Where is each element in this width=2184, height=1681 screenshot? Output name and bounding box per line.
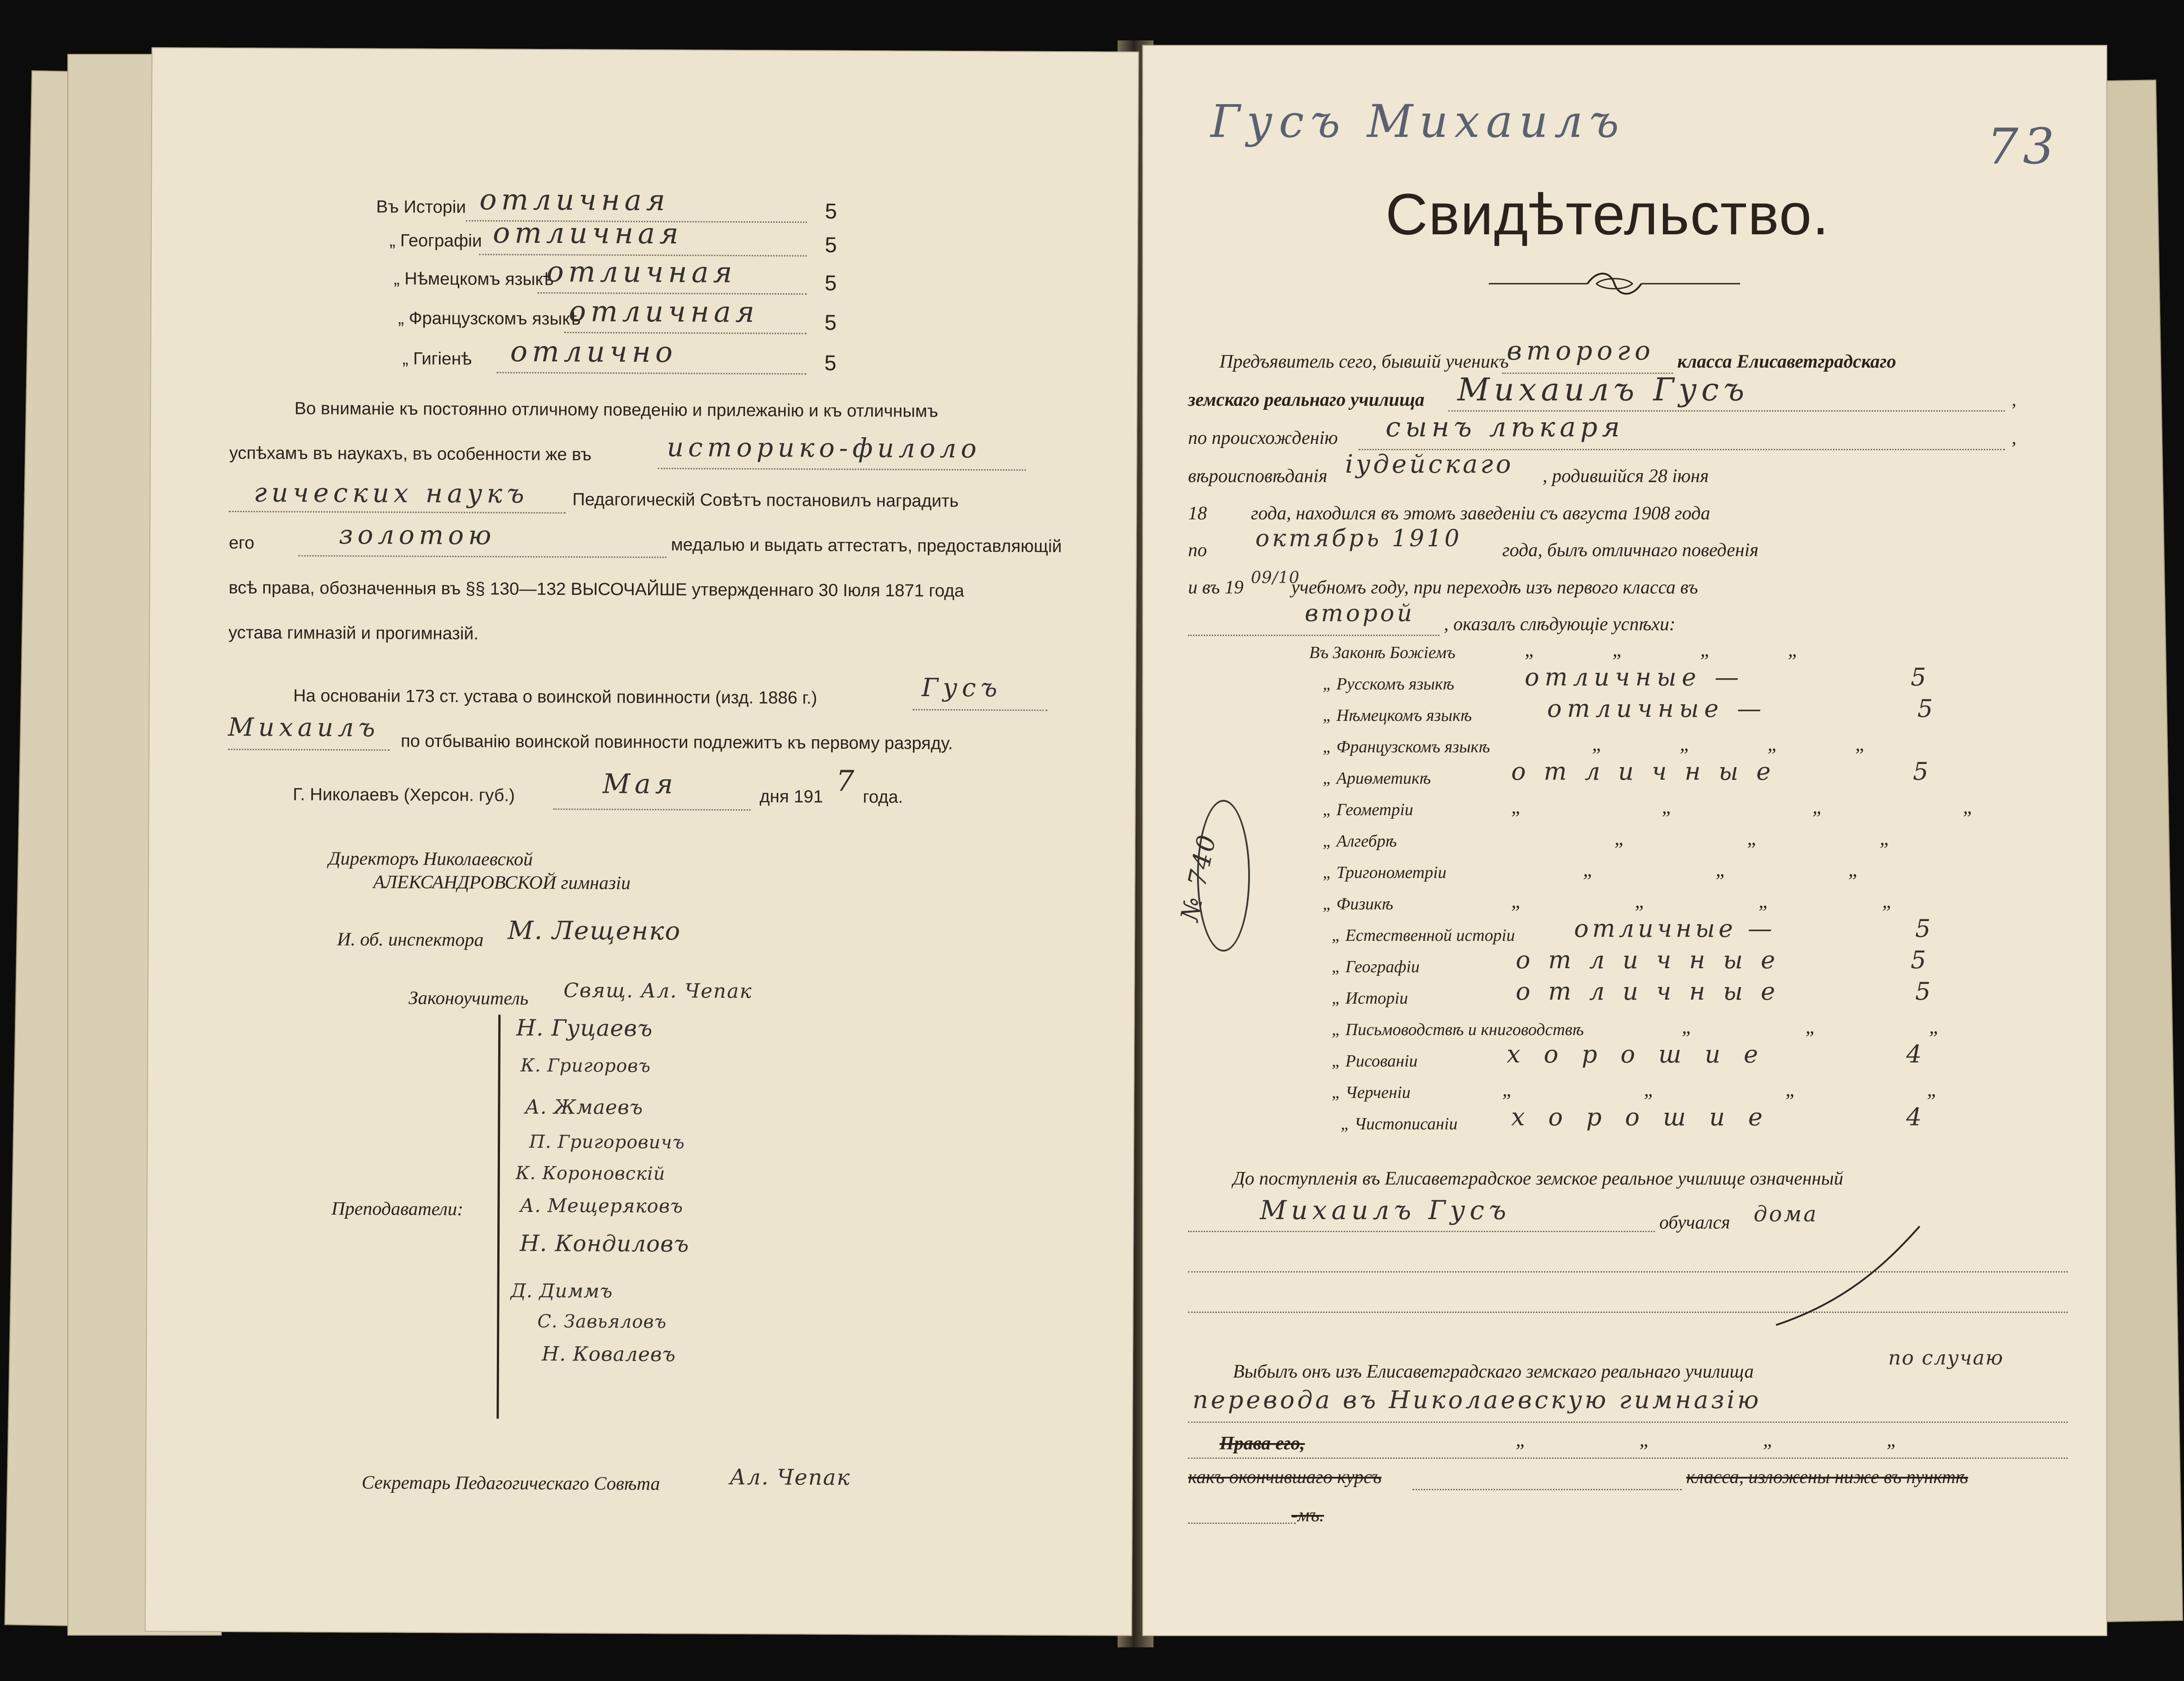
subject-mark: отличные	[1516, 977, 1793, 1005]
subject-name: „ Ариѳметикѣ	[1323, 769, 1431, 788]
director-line-1: Директоръ Николаевской	[328, 848, 533, 870]
body-line-post: класса Елисаветградскаго	[1677, 351, 1896, 372]
subject-name: „ Естественной исторіи	[1332, 926, 1515, 945]
subject-score: 4	[1906, 1040, 1926, 1068]
subject-name: „ Черченіи	[1332, 1083, 1411, 1102]
award-paragraph-line-2: успѣхамъ въ наукахъ, въ особенности же въ	[229, 443, 592, 465]
award-paragraph-line-1: Во вниманіе къ постоянно отличному поведенію и прилежанію и къ отличнымъ	[294, 399, 939, 421]
subject-score: 5	[1917, 694, 1938, 723]
before-admission-post: обучался	[1659, 1212, 1730, 1233]
subject-name: „ Тригонометріи	[1323, 863, 1447, 882]
handwritten-firstname: Михаилъ	[228, 712, 380, 743]
body-line-hand: второй	[1305, 600, 1415, 627]
subject-mark: отличные —	[1574, 914, 1776, 943]
award-paragraph-line-4: его	[228, 533, 254, 553]
body-line-hand: Михаилъ Гусъ	[1457, 371, 1749, 408]
award-paragraph-line-6: всѣ права, обозначенныя въ §§ 130—132 ВЫСОЧАЙШЕ утвержденнаго 30 Іюля 1871 года	[228, 578, 965, 601]
withdrawal-line-1: Выбылъ онъ изъ Елисаветградскаго земскаго реальнаго училища	[1233, 1361, 1754, 1382]
subject-mark: хорошие	[1511, 1103, 1786, 1131]
body-line-pre: Предъявитель сего, бывшій ученикъ	[1219, 351, 1509, 372]
subject-mark: отличные —	[1525, 663, 1745, 691]
body-line-post: учебномъ году, при переходѣ изъ первого класса въ	[1291, 577, 1698, 598]
secretary-signature: Ал. Чепак	[729, 1464, 851, 1491]
subject-name: „ Письмоводствѣ и книговодствѣ	[1332, 1020, 1584, 1039]
teachers-bracket	[496, 1015, 500, 1419]
subject-mark: хорошие	[1507, 1040, 1781, 1068]
handwritten-medal: золотою	[338, 519, 496, 551]
grade-subject: Въ Исторіи	[376, 197, 466, 217]
teacher-signature: К. Григоровъ	[520, 1055, 651, 1077]
teacher-signature: Н. Кондиловъ	[519, 1230, 689, 1257]
award-paragraph-line-5: медалью и выдать аттестатъ, предоставляющій	[671, 535, 1062, 557]
handwritten-month: Мая	[602, 768, 678, 800]
handwritten-sciences-1: историко-филоло	[667, 432, 981, 464]
body-line-hand: 09/10	[1251, 569, 1300, 587]
body-line-post: , оказалъ слѣдующіе успѣхи:	[1444, 614, 1675, 635]
cancel-stroke	[1772, 1222, 1924, 1330]
subject-mark: „ „ „ „	[1592, 733, 1902, 755]
teacher-signature: С. Завьяловъ	[537, 1311, 667, 1333]
body-line-pre: по происхожденію	[1188, 428, 1338, 448]
body-line-pre: земскаго реальнаго училища	[1188, 390, 1425, 410]
subject-mark: „ „ „	[1583, 859, 1918, 881]
course-label: какъ окончившаго курсъ	[1188, 1467, 1381, 1488]
grade-mark: отличная	[568, 295, 759, 329]
subject-mark: „ „ „	[1682, 1016, 1994, 1038]
course-post: класса, изложены ниже въ пунктѣ	[1686, 1467, 1968, 1488]
subject-mark: отличные	[1511, 757, 1789, 786]
grade-mark: отличная	[479, 183, 670, 218]
subject-score: 5	[1911, 663, 1931, 691]
body-line-pre: по	[1188, 540, 1207, 561]
lawteacher-signature: Свящ. Ал. Чепак	[563, 979, 753, 1003]
body-line-post: ,	[2012, 428, 2017, 448]
body-line-hand: октябрь 1910	[1255, 525, 1462, 552]
award-paragraph-line-3: Педагогическій Совѣтъ постановилъ наградить	[572, 490, 959, 511]
subject-score: 5	[1915, 914, 1935, 943]
body-line-post: года, былъ отличнаго поведенія	[1502, 540, 1759, 561]
handwritten-surname: Гусъ	[921, 673, 1002, 703]
teachers-label: Преподаватели:	[331, 1198, 464, 1220]
teacher-signature: А. Мещеряковъ	[520, 1194, 684, 1217]
body-line-hand: сынъ лѣкаря	[1386, 412, 1624, 443]
withdrawal-reason-2: перевода въ Николаевскую гимназію	[1193, 1386, 1762, 1414]
grade-score: 5	[824, 311, 837, 335]
body-line-pre: 18	[1188, 503, 1207, 524]
rights-marks: „ „ „ „	[1516, 1429, 1952, 1451]
body-line-pre: и въ 19	[1188, 577, 1244, 598]
before-admission-where: дома	[1754, 1202, 1818, 1227]
subject-mark: „ „ „ „	[1511, 796, 2041, 818]
grade-mark: отлично	[510, 335, 677, 369]
grade-score: 5	[824, 233, 837, 257]
withdrawal-reason-1: по случаю	[1888, 1347, 2004, 1369]
date-day-text: дня 191	[759, 787, 823, 807]
subject-name: „ Физикѣ	[1323, 895, 1394, 913]
subject-score: 5	[1915, 977, 1935, 1005]
inspector-signature: М. Лещенко	[507, 916, 681, 946]
teacher-signature: Н. Ковалевъ	[541, 1343, 676, 1366]
subject-name: „ Геометріи	[1323, 800, 1413, 819]
subject-score: 5	[1913, 757, 1933, 786]
before-admission-name: Михаилъ Гусъ	[1260, 1195, 1511, 1225]
military-paragraph-line-1: На основаніи 173 ст. устава о воинской повинности (изд. 1886 г.)	[293, 686, 817, 708]
left-page	[145, 47, 1139, 1636]
handwritten-year-digit: 7	[836, 764, 859, 799]
teacher-signature: П. Григоровичъ	[529, 1131, 685, 1153]
grade-subject: „ Гигіенѣ	[402, 349, 472, 369]
grade-subject: „ Французскомъ языкѣ	[398, 308, 581, 329]
teacher-signature: А. Жмаевъ	[525, 1095, 643, 1119]
subject-score: 4	[1906, 1103, 1926, 1131]
grades-block	[153, 48, 1138, 375]
lawteacher-label: Законоучитель	[408, 988, 529, 1009]
subject-score: 5	[1911, 946, 1931, 974]
subject-name: „ Французскомъ языкѣ	[1323, 737, 1490, 756]
subject-name: „ Исторіи	[1332, 989, 1408, 1008]
grade-score: 5	[824, 351, 837, 375]
subject-mark: „ „ „ „	[1502, 1079, 2001, 1101]
grade-score: 5	[824, 271, 837, 295]
place-text: Г. Николаевъ (Херсон. губ.)	[293, 785, 515, 805]
subject-mark: „ „ „ „	[1525, 639, 1835, 661]
grade-mark: отличная	[492, 216, 683, 251]
director-line-2: АЛЕКСАНДРОВСКОЙ гимназіи	[373, 872, 631, 894]
subject-name: „ Чистописаніи	[1341, 1115, 1458, 1133]
body-line-hand: второго	[1507, 335, 1655, 366]
ornament-divider-icon	[1480, 266, 1749, 302]
before-admission-line: До поступленія въ Елисаветградское земское реальное училище означенный	[1233, 1168, 1843, 1189]
folio-number: 73	[1987, 118, 2059, 175]
subject-name: „ Русскомъ языкѣ	[1323, 675, 1455, 693]
date-year-text: года.	[863, 787, 903, 807]
registration-number: № 740	[1175, 831, 1223, 924]
body-line-post: , родившійся 28 іюня	[1543, 466, 1709, 487]
teacher-signature: Д. Диммъ	[510, 1279, 613, 1302]
subject-name: „ Рисованіи	[1332, 1052, 1418, 1071]
body-line-post: года, находился въ этомъ заведеніи съ августа 1908 года	[1251, 503, 1710, 524]
subject-mark: „ „ „	[1614, 827, 1949, 849]
inspector-label: И. об. инспектора	[337, 929, 484, 951]
teacher-signature: Н. Гуцаевъ	[516, 1014, 653, 1042]
teacher-signature: К. Короновскій	[515, 1163, 666, 1185]
handwritten-sciences-2: гических наукъ	[254, 477, 529, 509]
secretary-label: Секретарь Педагогическаго Совѣта	[361, 1472, 660, 1495]
subject-name: „ Алгебрѣ	[1323, 832, 1397, 851]
top-handwritten-name: Гусъ Михаилъ	[1210, 95, 1626, 148]
military-paragraph-line-2: по отбыванію воинской повинности подлежитъ къ первому разряду.	[400, 731, 953, 754]
body-line-hand: іудейскаго	[1345, 450, 1514, 479]
subject-name: Въ Законѣ Божіемъ	[1309, 643, 1456, 662]
grade-subject: „ Нѣмецкомъ языкѣ	[394, 269, 554, 290]
grade-score: 5	[825, 199, 837, 224]
subject-mark: отличные	[1516, 946, 1793, 974]
body-line-pre: вѣроисповѣданія	[1188, 466, 1328, 487]
award-paragraph-line-7: устава гимназій и прогимназій.	[228, 623, 479, 644]
subject-mark: отличные —	[1547, 694, 1767, 723]
subject-name: „ Географіи	[1332, 957, 1420, 976]
subject-mark: „ „ „ „	[1511, 890, 1947, 912]
grade-mark: отличная	[546, 255, 737, 290]
last-line: -мъ.	[1291, 1505, 1324, 1526]
grade-subject: „ Географіи	[389, 231, 482, 251]
subject-name: „ Нѣмецкомъ языкѣ	[1323, 706, 1472, 725]
rights-label: Права его,	[1219, 1433, 1305, 1454]
body-line-post: ,	[2012, 390, 2017, 410]
document-title: Свидѣтельство.	[1386, 181, 1830, 247]
right-page	[1142, 45, 2107, 1636]
